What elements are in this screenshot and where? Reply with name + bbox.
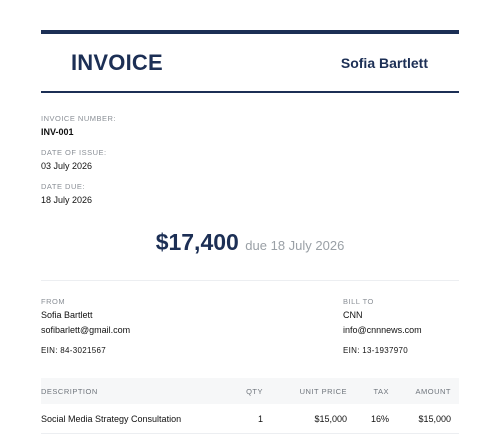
bill-to-ein: EIN: 13-1937970 (343, 346, 408, 355)
date-of-issue-label: DATE OF ISSUE: (41, 148, 107, 157)
row-tax: 16% (370, 414, 389, 424)
due-text: due 18 July 2026 (245, 238, 345, 253)
bill-to-label: BILL TO (343, 297, 374, 306)
section-divider (41, 280, 459, 281)
bill-to-name: CNN (343, 310, 363, 320)
table-row (41, 404, 459, 434)
bill-to-block (343, 297, 422, 355)
row-unit-price: $15,000 (314, 414, 347, 424)
header-rule (41, 91, 459, 93)
from-block (41, 297, 130, 355)
top-rule (41, 30, 459, 34)
invoice-title: INVOICE (71, 50, 163, 75)
from-ein: EIN: 84-3021567 (41, 346, 106, 355)
column-unit-price: UNIT PRICE (299, 387, 347, 396)
column-qty: QTY (246, 387, 263, 396)
from-name: Sofia Bartlett (41, 310, 93, 320)
date-of-issue: 03 July 2026 (41, 161, 93, 171)
row-amount: $15,000 (418, 414, 451, 424)
invoice-number-block (41, 114, 116, 137)
date-due-label: DATE DUE: (41, 182, 85, 191)
row-qty: 1 (257, 414, 263, 424)
from-email: sofibarlett@gmail.com (41, 325, 131, 335)
total-amount: $17,400 (155, 229, 239, 255)
column-description: DESCRIPTION (41, 387, 98, 396)
row-description: Social Media Strategy Consultation (41, 414, 182, 424)
from-label: FROM (41, 297, 66, 306)
table-header (41, 378, 459, 404)
column-amount: AMOUNT (415, 387, 451, 396)
bill-to-email: info@cnnnews.com (343, 325, 422, 335)
invoice-number: INV-001 (41, 127, 74, 137)
date-due: 18 July 2026 (41, 195, 93, 205)
invoice-number-label: INVOICE NUMBER: (41, 114, 117, 123)
column-tax: TAX (373, 387, 389, 396)
date-due-block (41, 182, 92, 205)
amount-summary (0, 229, 500, 256)
date-of-issue-block (41, 148, 107, 171)
issuer-name: Sofia Bartlett (340, 55, 428, 71)
